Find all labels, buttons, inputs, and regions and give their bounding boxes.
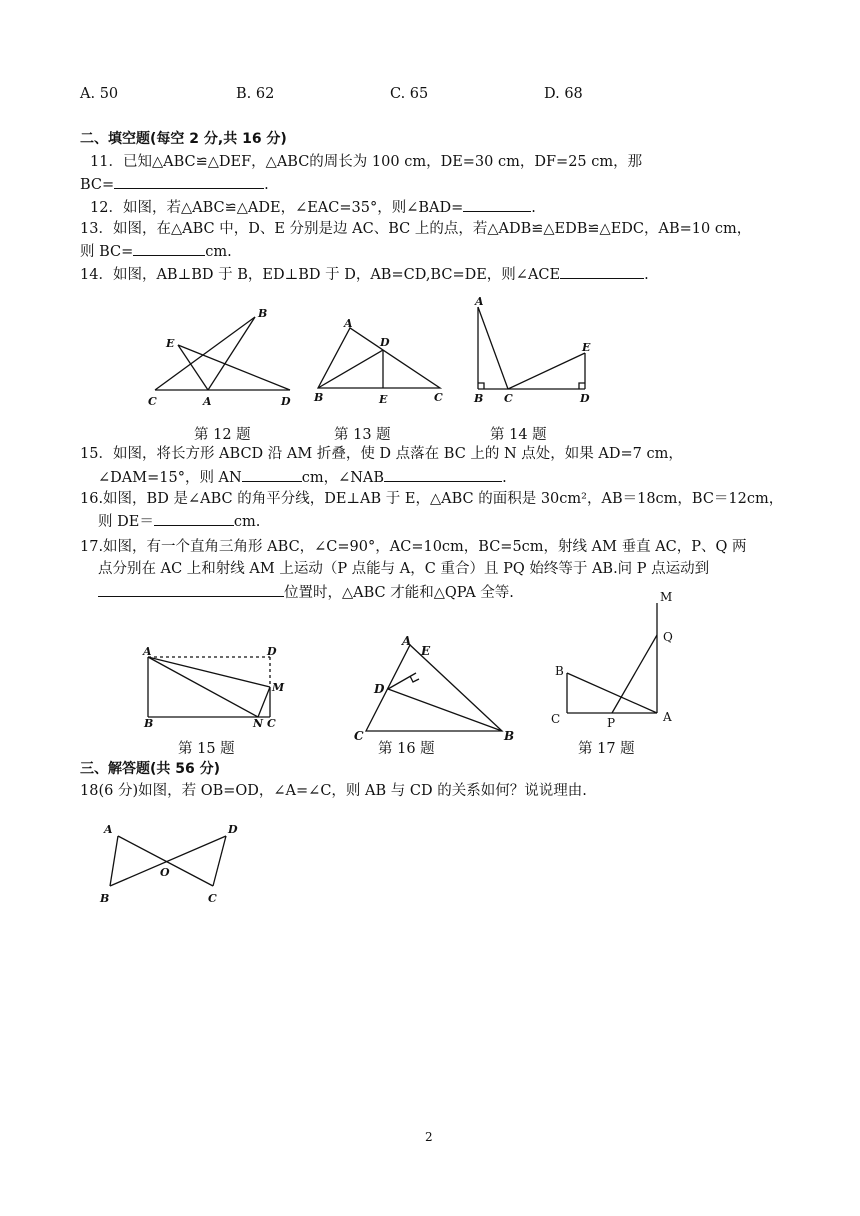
q17-line2: 点分别在 AC 上和射线 AM 上运动（P 点能与 A，C 重合）且 PQ 始终等于 AB.问 P 点运动到 xyxy=(98,561,710,577)
figure-14 xyxy=(470,295,595,410)
svg-text:A: A xyxy=(402,634,412,648)
svg-text:C: C xyxy=(148,395,157,408)
svg-text:B: B xyxy=(474,392,484,405)
choice-d: D. 68 xyxy=(544,86,583,102)
q17-line3: 位置时，△ABC 才能和△QPA 全等. xyxy=(98,582,514,603)
section-3-title: 三、解答题(共 56 分) xyxy=(80,761,221,777)
q18: 18(6 分)如图，若 OB=OD，∠A=∠C，则 AB 与 CD 的关系如何？说说理由. xyxy=(80,783,587,799)
caption-15: 第 15 题 xyxy=(178,741,235,757)
svg-text:C: C xyxy=(551,712,561,726)
svg-text:A: A xyxy=(203,395,212,408)
figure-18 xyxy=(98,818,248,910)
svg-text:C: C xyxy=(267,717,276,730)
svg-text:D: D xyxy=(380,336,390,349)
svg-text:M: M xyxy=(272,681,285,694)
svg-text:A: A xyxy=(663,710,672,724)
svg-text:D: D xyxy=(228,823,238,836)
section-2-title: 二、填空题(每空 2 分,共 16 分) xyxy=(80,131,287,147)
choice-a: A. 50 xyxy=(80,86,119,102)
figure-16 xyxy=(350,633,520,743)
q15-line2: ∠DAM=15°，则 AN cm，∠NAB . xyxy=(98,467,507,488)
caption-13: 第 13 题 xyxy=(334,427,391,443)
q11-line2: BC= . xyxy=(80,174,269,195)
caption-14: 第 14 题 xyxy=(490,427,547,443)
svg-text:A: A xyxy=(104,823,113,836)
q14: 14．如图，AB⊥BD 于 B，ED⊥BD 于 D，AB=CD,BC=DE，则∠ACE . xyxy=(80,264,649,285)
caption-16: 第 16 题 xyxy=(378,741,435,757)
q13-line2: 则 BC= cm. xyxy=(80,241,232,262)
q15-line1: 15．如图，将长方形 ABCD 沿 AM 折叠，使 D 点落在 BC 上的 N 点处，如果 AD=7 cm， xyxy=(80,446,683,462)
svg-text:B: B xyxy=(100,892,110,905)
svg-text:D: D xyxy=(374,682,385,696)
svg-text:E: E xyxy=(379,393,388,406)
svg-text:E: E xyxy=(421,644,431,658)
figure-15 xyxy=(140,645,290,730)
q17-line1: 17.如图，有一个直角三角形 ABC，∠C=90°，AC=10cm，BC=5cm，射线 AM 垂直 AC，P、Q 两 xyxy=(80,539,747,555)
page-number: 2 xyxy=(425,1130,433,1144)
caption-12: 第 12 题 xyxy=(194,427,251,443)
svg-text:N: N xyxy=(253,717,264,730)
svg-text:A: A xyxy=(475,295,484,308)
figure-12 xyxy=(140,305,300,410)
q16-line2: 则 DE＝ cm. xyxy=(98,511,260,532)
svg-text:C: C xyxy=(504,392,513,405)
svg-text:B: B xyxy=(258,307,268,320)
svg-text:Q: Q xyxy=(663,630,673,644)
choice-b: B. 62 xyxy=(236,86,275,102)
svg-text:B: B xyxy=(504,729,515,743)
q11-line1: 11．已知△ABC≌△DEF，△ABC的周长为 100 cm，DE=30 cm，DF=25 cm，那 xyxy=(90,154,643,170)
svg-text:E: E xyxy=(166,337,175,350)
q16-line1: 16.如图，BD 是∠ABC 的角平分线，DE⊥AB 于 E，△ABC 的面积是 30cm²，AB＝18cm，BC＝12cm， xyxy=(80,491,784,507)
figure-17 xyxy=(545,585,685,730)
svg-text:A: A xyxy=(143,645,152,658)
q12: 12．如图，若△ABC≌△ADE，∠EAC=35°，则∠BAD= . xyxy=(90,197,536,218)
q13-line1: 13．如图，在△ABC 中，D、E 分别是边 AC、BC 上的点，若△ADB≌△EDB≌△EDC，AB=10 cm， xyxy=(80,221,752,237)
svg-text:B: B xyxy=(555,664,564,678)
svg-text:C: C xyxy=(354,729,364,743)
svg-text:B: B xyxy=(144,717,154,730)
caption-17: 第 17 题 xyxy=(578,741,635,757)
svg-text:D: D xyxy=(281,395,291,408)
svg-text:B: B xyxy=(314,391,324,404)
svg-text:E: E xyxy=(582,341,591,354)
svg-text:D: D xyxy=(580,392,590,405)
figure-13 xyxy=(310,315,455,410)
svg-text:C: C xyxy=(208,892,217,905)
svg-text:O: O xyxy=(160,866,170,879)
svg-text:P: P xyxy=(607,716,616,730)
svg-text:C: C xyxy=(434,391,443,404)
svg-text:A: A xyxy=(344,317,353,330)
svg-text:D: D xyxy=(267,645,277,658)
choice-c: C. 65 xyxy=(390,86,429,102)
svg-text:M: M xyxy=(660,590,673,604)
